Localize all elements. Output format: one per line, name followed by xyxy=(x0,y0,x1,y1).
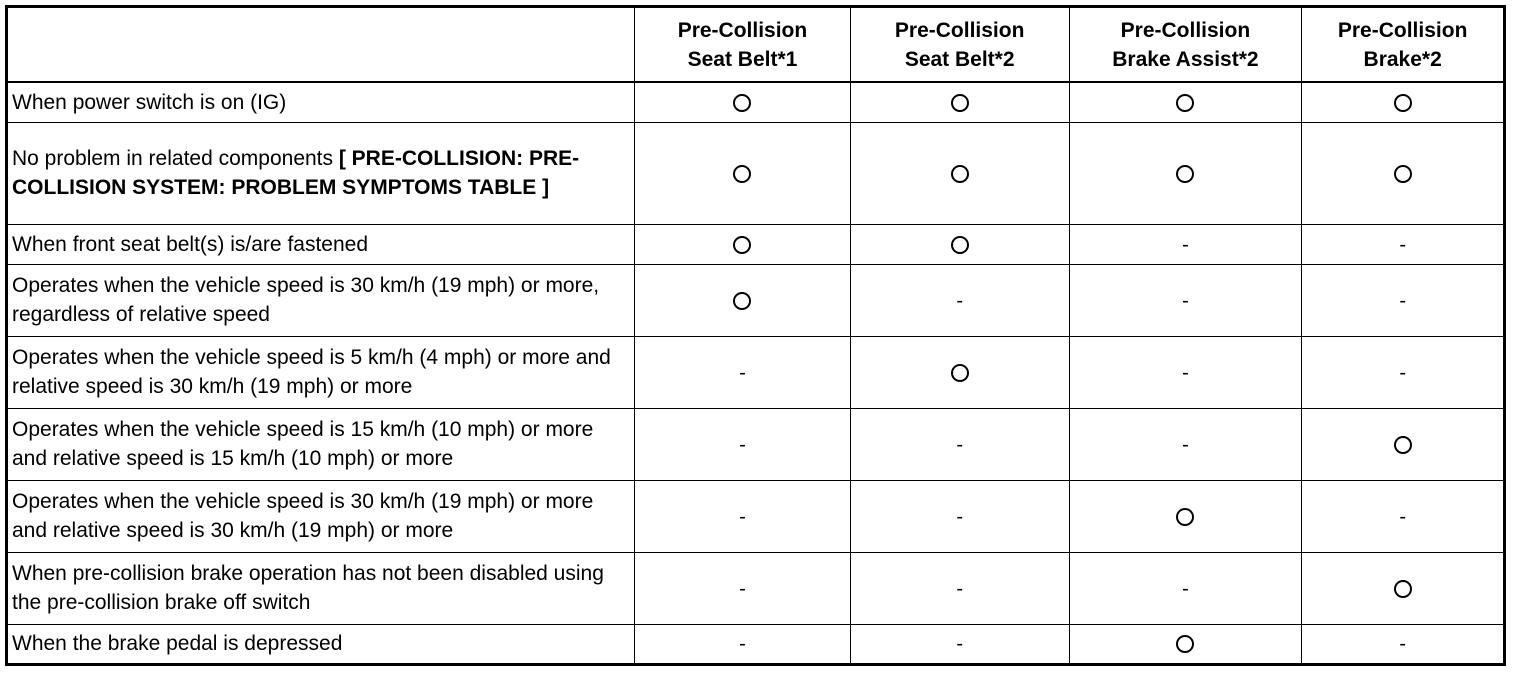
status-cell xyxy=(1302,552,1505,624)
condition-text: Operates when the vehicle speed is 15 km/h (10 mph) or more and relative speed is 15 km/h (10 mph) or more xyxy=(12,418,594,470)
applicable-circle-icon xyxy=(1394,165,1412,183)
not-applicable-dash: - xyxy=(956,433,963,456)
status-cell xyxy=(1302,336,1505,408)
applicable-circle-icon xyxy=(951,236,969,254)
status-cell xyxy=(1069,624,1302,664)
not-applicable-dash: - xyxy=(739,577,746,600)
condition-cell xyxy=(7,82,635,122)
condition-cell xyxy=(7,122,635,224)
not-applicable-dash: - xyxy=(1399,289,1406,312)
not-applicable-dash: - xyxy=(956,577,963,600)
status-cell xyxy=(1069,408,1302,480)
applicable-circle-icon xyxy=(951,94,969,112)
table-body xyxy=(7,82,1505,664)
applicable-circle-icon xyxy=(1176,635,1194,653)
header-line: Pre-Collision xyxy=(894,18,1025,42)
status-cell xyxy=(850,82,1069,122)
status-cell xyxy=(850,336,1069,408)
table-row xyxy=(7,480,1505,552)
not-applicable-dash: - xyxy=(1399,633,1406,655)
header-line: Pre-Collision xyxy=(1120,18,1251,42)
table-row xyxy=(7,264,1505,336)
header-brake-2 xyxy=(1302,7,1505,83)
header-line: Seat Belt*2 xyxy=(904,47,1015,71)
status-cell xyxy=(850,264,1069,336)
condition-cell xyxy=(7,224,635,264)
not-applicable-dash: - xyxy=(739,361,746,384)
status-cell xyxy=(635,624,851,664)
applicable-circle-icon xyxy=(1394,436,1412,454)
table-row xyxy=(7,122,1505,224)
status-cell xyxy=(1069,480,1302,552)
status-cell xyxy=(635,264,851,336)
condition-cell xyxy=(7,408,635,480)
status-cell xyxy=(1069,224,1302,264)
condition-cell xyxy=(7,480,635,552)
not-applicable-dash: - xyxy=(956,633,963,655)
condition-text: When pre-collision brake operation has not been disabled using the pre-collision brake off switch xyxy=(12,562,604,614)
status-cell xyxy=(850,480,1069,552)
table-row xyxy=(7,408,1505,480)
status-cell xyxy=(1302,408,1505,480)
applicable-circle-icon xyxy=(733,165,751,183)
not-applicable-dash: - xyxy=(739,433,746,456)
status-cell xyxy=(635,224,851,264)
condition-text: Operates when the vehicle speed is 30 km/h (19 mph) or more, regardless of relative speed xyxy=(12,274,600,326)
status-cell xyxy=(635,480,851,552)
header-line: Brake Assist*2 xyxy=(1112,47,1259,71)
not-applicable-dash: - xyxy=(1182,577,1189,600)
applicable-circle-icon xyxy=(1176,508,1194,526)
applicable-circle-icon xyxy=(951,165,969,183)
header-line: Seat Belt*1 xyxy=(687,47,798,71)
header-brake-assist-2 xyxy=(1069,7,1302,83)
not-applicable-dash: - xyxy=(1182,289,1189,312)
table-row xyxy=(7,82,1505,122)
not-applicable-dash: - xyxy=(739,633,746,655)
condition-text: When the brake pedal is depressed xyxy=(12,632,343,655)
condition-text: When front seat belt(s) is/are fastened xyxy=(12,232,369,256)
status-cell xyxy=(1069,264,1302,336)
status-cell xyxy=(1069,552,1302,624)
not-applicable-dash: - xyxy=(1399,361,1406,384)
not-applicable-dash: - xyxy=(956,289,963,312)
header-row xyxy=(7,7,1505,83)
status-cell xyxy=(1069,122,1302,224)
applicable-circle-icon xyxy=(1176,94,1194,112)
condition-cell xyxy=(7,552,635,624)
condition-text: No problem in related components xyxy=(12,147,339,170)
not-applicable-dash: - xyxy=(739,505,746,528)
status-cell xyxy=(1302,224,1505,264)
not-applicable-dash: - xyxy=(1399,505,1406,528)
not-applicable-dash: - xyxy=(1182,233,1189,256)
header-line: Pre-Collision xyxy=(677,18,808,42)
status-cell xyxy=(1302,122,1505,224)
condition-text: When power switch is on (IG) xyxy=(12,90,287,114)
not-applicable-dash: - xyxy=(956,505,963,528)
applicable-circle-icon xyxy=(1176,165,1194,183)
status-cell xyxy=(1302,264,1505,336)
condition-text: Operates when the vehicle speed is 5 km/h (4 mph) or more and relative speed is 30 km/h (19 mph) or more xyxy=(12,346,611,398)
status-cell xyxy=(850,224,1069,264)
status-cell xyxy=(635,336,851,408)
status-cell xyxy=(850,408,1069,480)
table-row xyxy=(7,552,1505,624)
status-cell xyxy=(850,552,1069,624)
table-row xyxy=(7,336,1505,408)
status-cell xyxy=(1069,82,1302,122)
condition-cell xyxy=(7,336,635,408)
status-cell xyxy=(850,624,1069,664)
not-applicable-dash: - xyxy=(1182,361,1189,384)
table-row xyxy=(7,224,1505,264)
applicable-circle-icon xyxy=(733,236,751,254)
header-blank-cell xyxy=(7,7,635,83)
applicable-circle-icon xyxy=(951,364,969,382)
header-line: Pre-Collision xyxy=(1337,18,1468,42)
status-cell xyxy=(635,82,851,122)
status-cell xyxy=(850,122,1069,224)
not-applicable-dash: - xyxy=(1399,233,1406,256)
conditions-table xyxy=(5,5,1506,666)
status-cell xyxy=(1302,82,1505,122)
not-applicable-dash: - xyxy=(1182,433,1189,456)
applicable-circle-icon xyxy=(733,292,751,310)
condition-text: Operates when the vehicle speed is 30 km/h (19 mph) or more and relative speed is 30 km/h (19 mph) or more xyxy=(12,490,594,542)
applicable-circle-icon xyxy=(1394,94,1412,112)
status-cell xyxy=(635,408,851,480)
status-cell xyxy=(635,552,851,624)
status-cell xyxy=(635,122,851,224)
header-seat-belt-1 xyxy=(635,7,851,83)
status-cell xyxy=(1302,480,1505,552)
table-row xyxy=(7,624,1505,664)
status-cell xyxy=(1302,624,1505,664)
reference-link-text[interactable]: [ PRE-COLLISION: PRE-COLLISION SYSTEM: PROBLEM SYMPTOMS TABLE ] xyxy=(12,147,580,199)
applicable-circle-icon xyxy=(733,94,751,112)
condition-cell xyxy=(7,624,635,664)
status-cell xyxy=(1069,336,1302,408)
condition-cell xyxy=(7,264,635,336)
header-line: Brake*2 xyxy=(1363,47,1442,71)
header-seat-belt-2 xyxy=(850,7,1069,83)
applicable-circle-icon xyxy=(1394,580,1412,598)
